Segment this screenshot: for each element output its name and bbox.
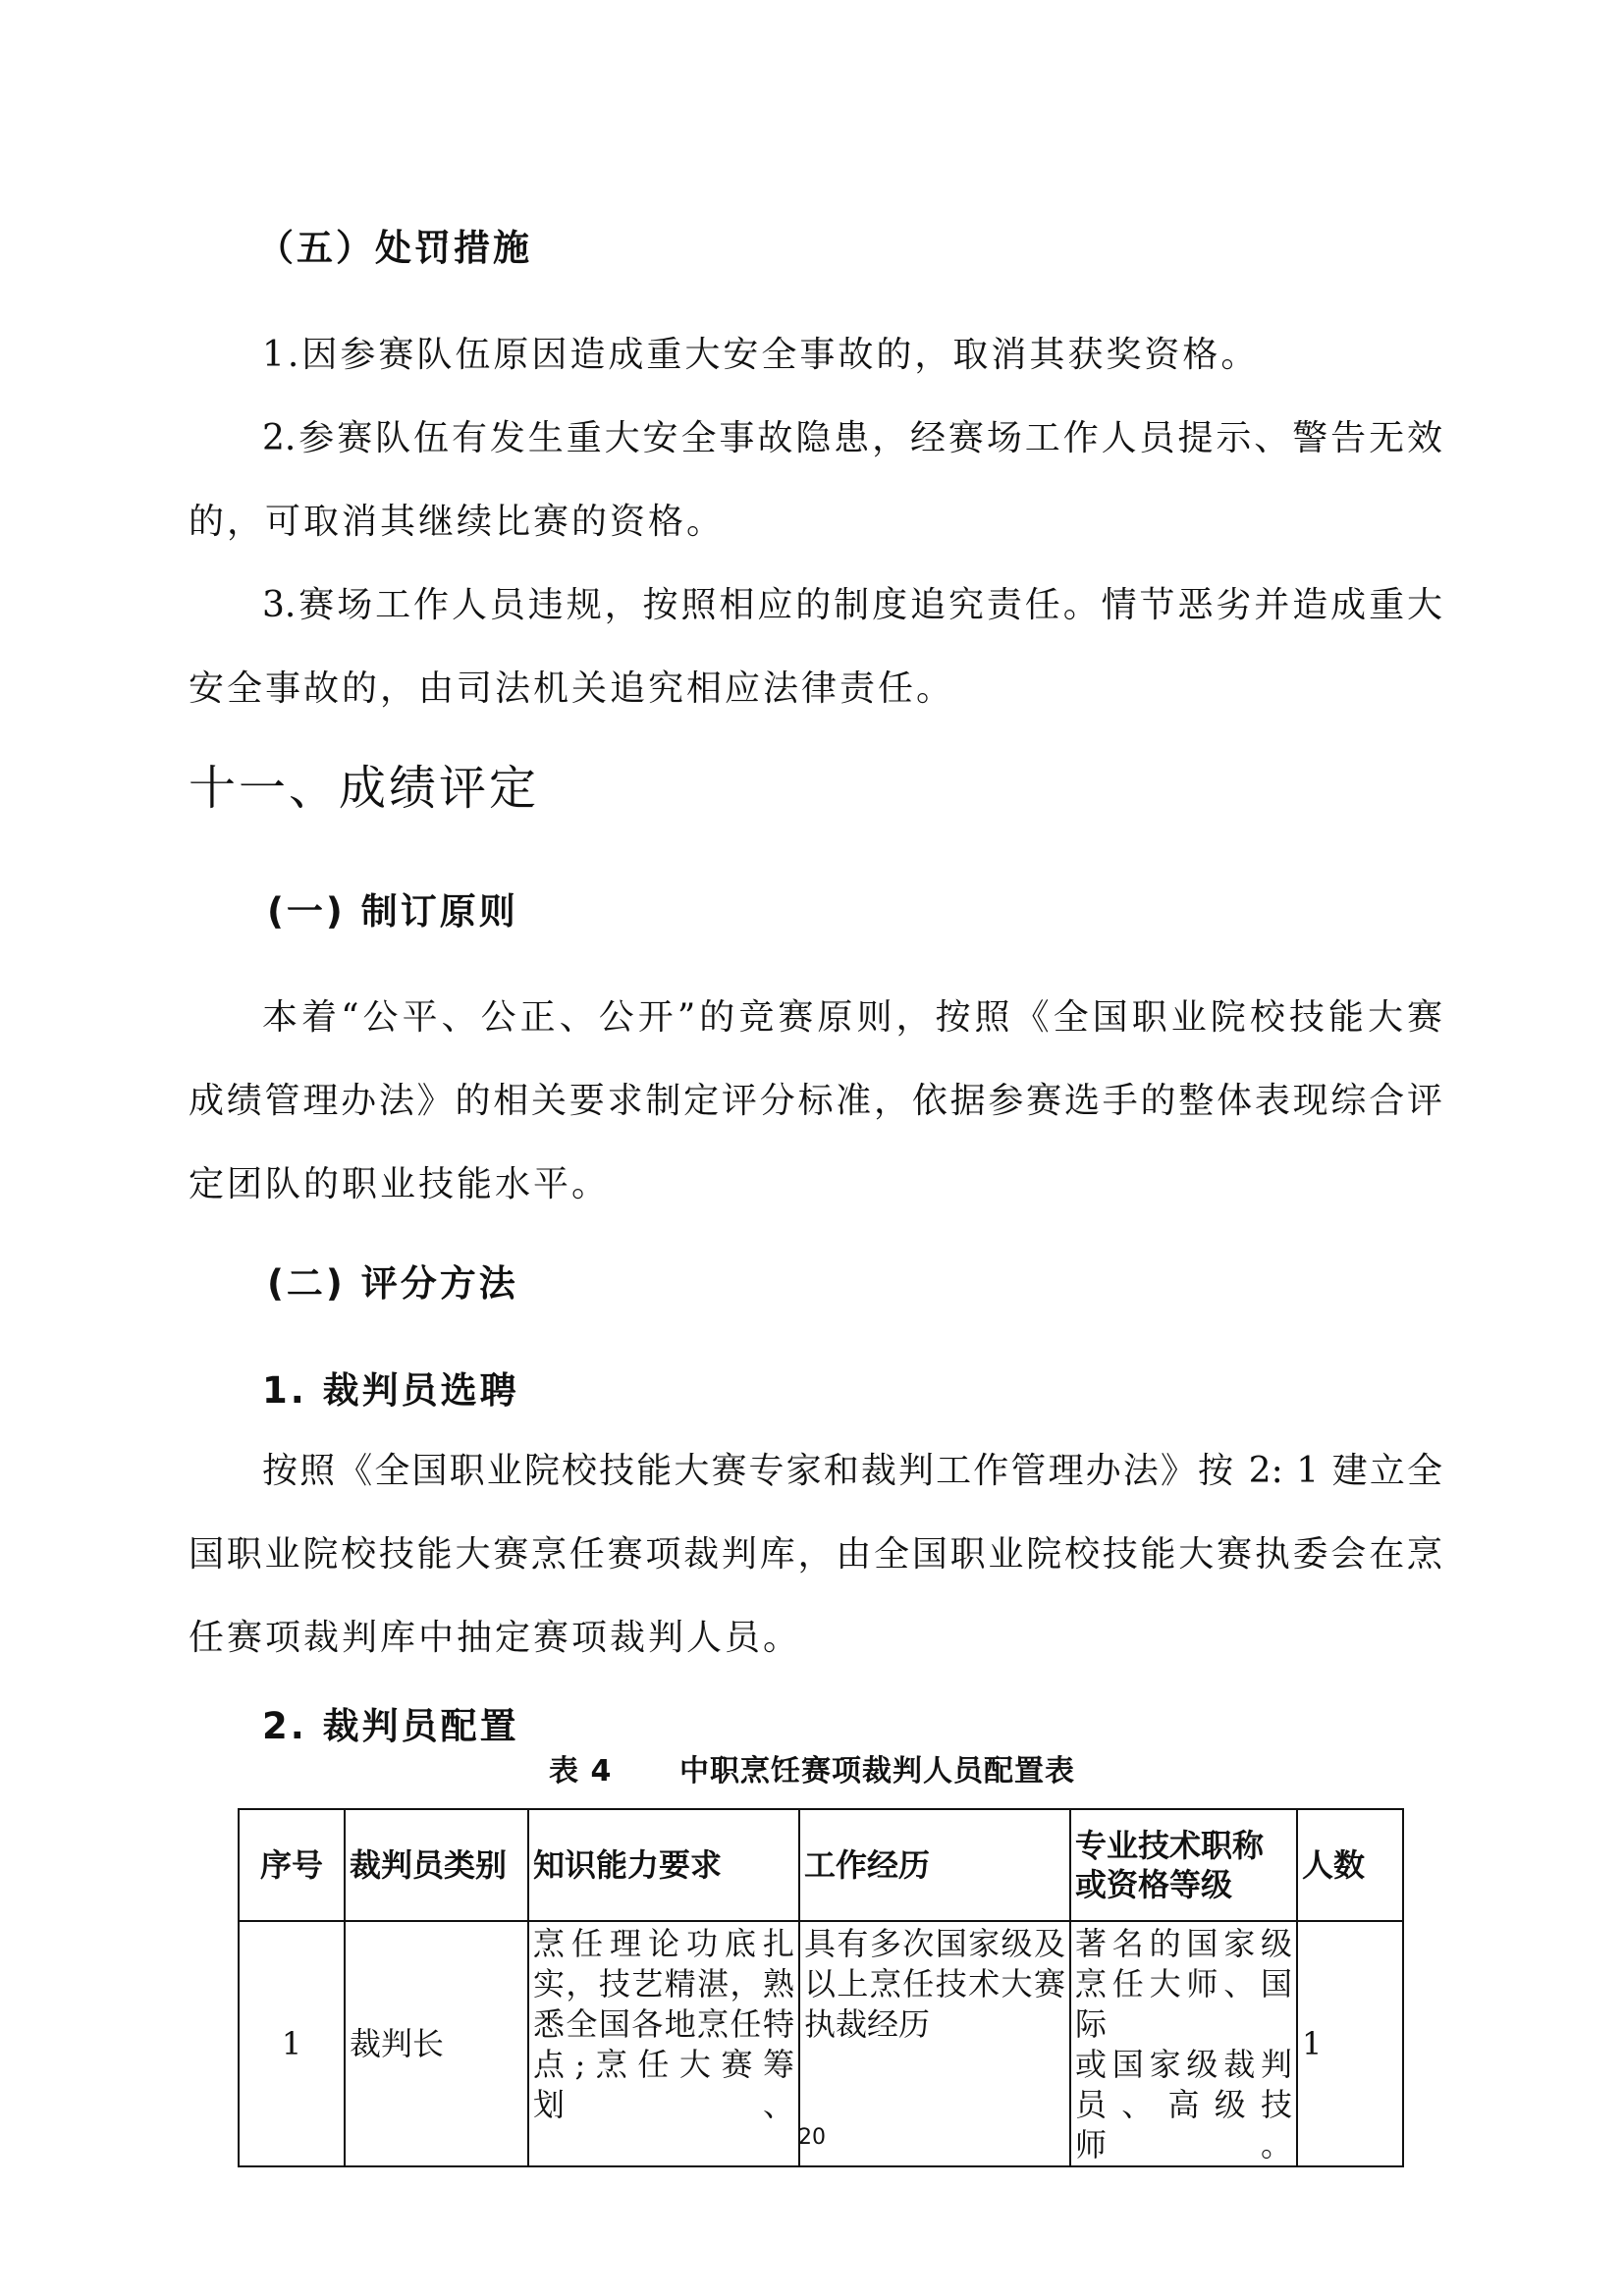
item-heading-referee-selection: 1. 裁判员选聘 — [262, 1369, 519, 1412]
paragraph-penalty-3-line1: 3.赛场工作人员违规，按照相应的制度追究责任。情节恶劣并造成重大 — [262, 585, 1442, 625]
paragraph-principles-line2: 成绩管理办法》的相关要求制定评分标准，依据参赛选手的整体表现综合评 — [189, 1081, 1442, 1121]
cell-knowledge-line: 悉全国各地烹任特 — [533, 2005, 794, 2043]
header-referee-type: 裁判员类别 — [345, 1809, 528, 1921]
cell-knowledge-line: 实，技艺精湛，熟 — [533, 1965, 794, 2002]
referee-configuration-table — [238, 1808, 1404, 2167]
cell-knowledge-line: 点;烹任大赛筹划、 — [533, 2046, 794, 2123]
paragraph-referee-selection-line2: 国职业院校技能大赛烹任赛项裁判库，由全国职业院校技能大赛执委会在烹 — [189, 1534, 1442, 1575]
paragraph-referee-selection-line3: 任赛项裁判库中抽定赛项裁判人员。 — [189, 1618, 802, 1658]
paragraph-principles-line1: 本着“公平、公正、公开”的竞赛原则，按照《全国职业院校技能大赛 — [262, 997, 1442, 1038]
paragraph-referee-selection-line1: 按照《全国职业院校技能大赛专家和裁判工作管理办法》按 2: 1 建立全 — [262, 1451, 1442, 1491]
header-title-line2: 或资格等级 — [1075, 1866, 1233, 1903]
cell-title-line: 员、高级技师。 — [1075, 2086, 1292, 2163]
cell-experience-line: 以上烹任技术大赛 — [804, 1965, 1065, 2002]
header-experience: 工作经历 — [799, 1809, 1070, 1921]
header-title-line1: 专业技术职称 — [1075, 1827, 1265, 1864]
header-seq: 序号 — [239, 1809, 345, 1921]
section-heading-penalties: （五）处罚措施 — [257, 227, 532, 269]
paragraph-penalty-3-line2: 安全事故的，由司法机关追究相应法律责任。 — [189, 668, 955, 709]
cell-title-line: 或国家级裁判 — [1075, 2046, 1292, 2083]
paragraph-penalty-2-line1: 2.参赛队伍有发生重大安全事故隐患，经赛场工作人员提示、警告无效 — [262, 418, 1442, 458]
subheading-principles: (一) 制订原则 — [267, 890, 518, 933]
paragraph-penalty-1: 1.因参赛队伍原因造成重大安全事故的，取消其获奖资格。 — [262, 335, 1260, 375]
cell-knowledge-line: 烹任理论功底扎 — [533, 1925, 794, 1962]
table-caption: 表 4 中职烹饪赛项裁判人员配置表 — [549, 1754, 1075, 1789]
page-number: 20 — [798, 2125, 826, 2150]
cell-referee-type: 裁判长 — [345, 1921, 528, 2166]
cell-title-line: 著名的国家级 — [1075, 1925, 1292, 1962]
cell-seq: 1 — [239, 1921, 345, 2166]
chapter-heading-scoring: 十一、成绩评定 — [189, 761, 540, 816]
subheading-scoring-method: (二) 评分方法 — [267, 1262, 518, 1305]
header-title — [1070, 1809, 1297, 1921]
cell-experience-line: 执裁经历 — [804, 2005, 931, 2043]
cell-experience-line: 具有多次国家级及 — [804, 1925, 1065, 1962]
cell-title-line: 烹任大师、国际 — [1075, 1965, 1292, 2043]
table-header-row — [239, 1809, 1403, 1921]
paragraph-penalty-2-line2: 的，可取消其继续比赛的资格。 — [189, 502, 726, 542]
header-knowledge: 知识能力要求 — [528, 1809, 799, 1921]
item-heading-referee-configuration: 2. 裁判员配置 — [262, 1705, 519, 1747]
header-count: 人数 — [1297, 1809, 1403, 1921]
paragraph-principles-line3: 定团队的职业技能水平。 — [189, 1164, 611, 1204]
cell-count: 1 — [1297, 1921, 1403, 2166]
